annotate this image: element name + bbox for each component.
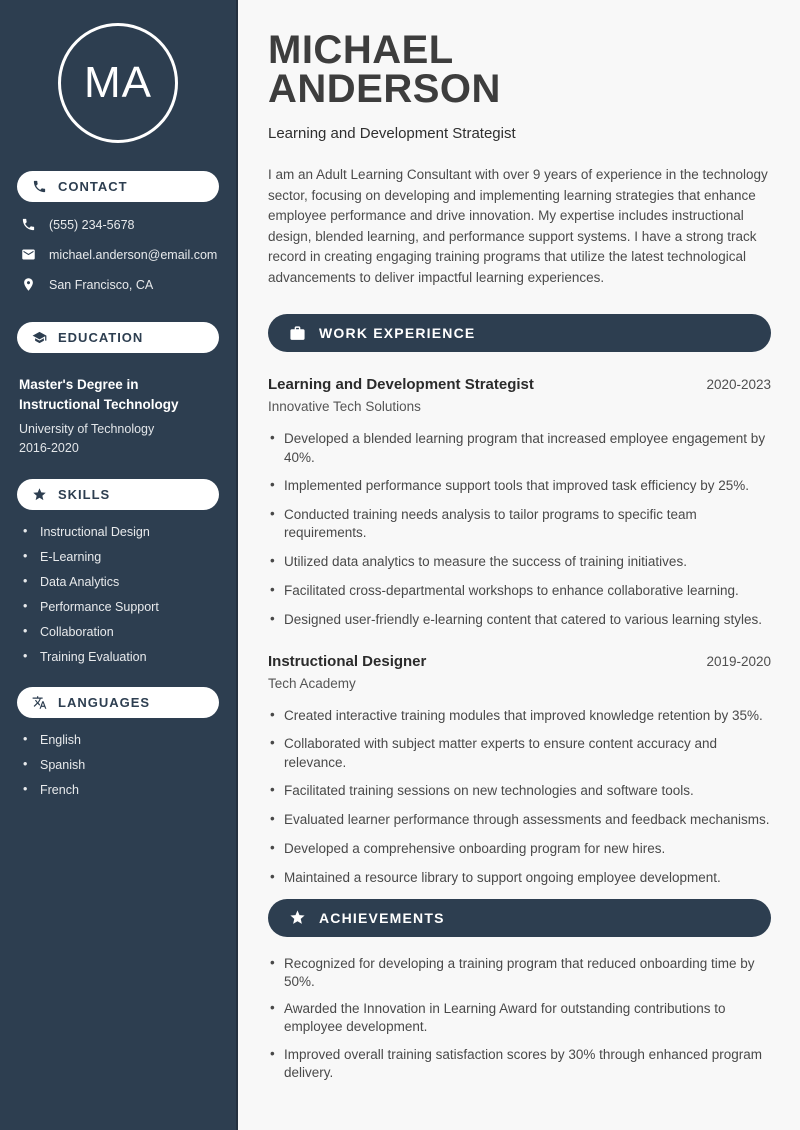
contact-email: [17, 247, 219, 262]
achievement-bullet: • Improved overall training satisfaction scores by 30% through enhanced program delivery.: [268, 1046, 771, 1082]
job-bullet: • Implemented performance support tools that improved task efficiency by 25%.: [268, 477, 771, 495]
job-bullet: • Maintained a resource library to support ongoing employee development.: [268, 869, 771, 887]
job-company: Innovative Tech Solutions: [268, 399, 421, 415]
location-icon: [21, 277, 36, 292]
job-entry: [268, 376, 771, 628]
job-entry: [268, 653, 771, 887]
phone-icon: [32, 179, 47, 194]
star-icon: [32, 487, 47, 502]
job-bullet: • Utilized data analytics to measure the success of training initiatives.: [268, 553, 771, 571]
language-item: • French: [23, 784, 219, 797]
achievement-bullet: • Recognized for developing a training program that reduced onboarding time by 50%.: [268, 955, 771, 991]
achievements-section-title: ACHIEVEMENTS: [319, 909, 445, 926]
job-dates: 2019-2020: [706, 653, 771, 669]
job-bullet-list: [268, 707, 771, 887]
candidate-title: Learning and Development Strategist: [268, 125, 516, 143]
email-address: michael.anderson@email.com: [49, 247, 218, 262]
translate-icon: [32, 695, 47, 710]
skill-item: • Performance Support: [23, 601, 219, 614]
job-bullet: • Created interactive training modules that improved knowledge retention by 35%.: [268, 707, 771, 725]
skill-item: • Instructional Design: [23, 526, 219, 539]
skills-section-title: SKILLS: [58, 486, 111, 502]
name-line-2: ANDERSON: [268, 67, 501, 112]
phone-icon: [21, 217, 36, 232]
resume-main: [238, 0, 800, 1130]
job-bullet: • Developed a comprehensive onboarding program for new hires.: [268, 840, 771, 858]
school-name: University of Technology: [19, 421, 155, 436]
contact-list: [17, 217, 219, 292]
achievement-bullet: • Awarded the Innovation in Learning Award for outstanding contributions to employee development.: [268, 1000, 771, 1036]
achievements-section-header: [268, 899, 771, 937]
job-bullet: • Conducted training needs analysis to tailor programs to specific team requirements.: [268, 506, 771, 542]
languages-section-title: LANGUAGES: [58, 695, 151, 710]
job-company: Tech Academy: [268, 675, 356, 691]
briefcase-icon: [289, 325, 306, 342]
avatar-initials: MA: [84, 58, 152, 107]
job-header: [268, 653, 771, 670]
education-entry: [17, 375, 219, 455]
contact-section-header: [17, 171, 219, 202]
candidate-name: [268, 28, 771, 112]
languages-section-header: [17, 687, 219, 718]
job-role: Learning and Development Strategist: [268, 376, 534, 394]
job-bullet: • Evaluated learner performance through assessments and feedback mechanisms.: [268, 811, 771, 829]
sidebar: [0, 0, 238, 1130]
job-bullet: • Facilitated cross-departmental workshops to enhance collaborative learning.: [268, 582, 771, 600]
contact-location: [17, 277, 219, 292]
name-line-1: MICHAEL: [268, 28, 454, 72]
education-years: 2016-2020: [19, 440, 79, 455]
languages-list: [17, 734, 219, 797]
location-text: San Francisco, CA: [49, 277, 154, 292]
job-bullet: • Facilitated training sessions on new technologies and software tools.: [268, 782, 771, 800]
job-bullet: • Collaborated with subject matter experts to ensure content accuracy and relevance.: [268, 735, 771, 771]
education-section-title: EDUCATION: [58, 330, 144, 345]
phone-number: (555) 234-5678: [49, 217, 135, 232]
job-bullet: • Designed user-friendly e-learning content that catered to various learning styles.: [268, 611, 771, 629]
skills-section-header: [17, 479, 219, 510]
skills-list: [17, 526, 219, 664]
skill-item: • Collaboration: [23, 626, 219, 639]
job-bullet-list: [268, 430, 771, 628]
mail-icon: [21, 247, 36, 262]
avatar: [58, 23, 178, 143]
job-dates: 2020-2023: [706, 377, 771, 393]
skill-item: • Data Analytics: [23, 576, 219, 589]
contact-section-title: CONTACT: [58, 179, 128, 194]
contact-phone: [17, 217, 219, 232]
job-bullet: • Developed a blended learning program that increased employee engagement by 40%.: [268, 430, 771, 466]
skill-item: • Training Evaluation: [23, 651, 219, 664]
degree-name: Master's Degree in Instructional Technology: [19, 377, 179, 413]
graduation-cap-icon: [32, 330, 47, 345]
language-item: • English: [23, 734, 219, 747]
job-role: Instructional Designer: [268, 652, 427, 670]
star-icon: [289, 909, 306, 926]
summary-paragraph: I am an Adult Learning Consultant with over 9 years of experience in the technology sector, focusing on developing and implementing learning strategies that enhance employee performance and drive innovation. My expertise includes instructional design, blended learning, and performance support systems. I have a strong track record in creating engaging training programs that utilize the latest technological advancements to deliver impactful learning experiences.: [268, 167, 768, 285]
skill-item: • E-Learning: [23, 551, 219, 564]
education-section-header: [17, 322, 219, 353]
work-experience-section-title: WORK EXPERIENCE: [319, 325, 476, 342]
achievements-list: [268, 955, 771, 1082]
language-item: • Spanish: [23, 759, 219, 772]
work-experience-section-header: [268, 314, 771, 352]
job-header: [268, 376, 771, 393]
